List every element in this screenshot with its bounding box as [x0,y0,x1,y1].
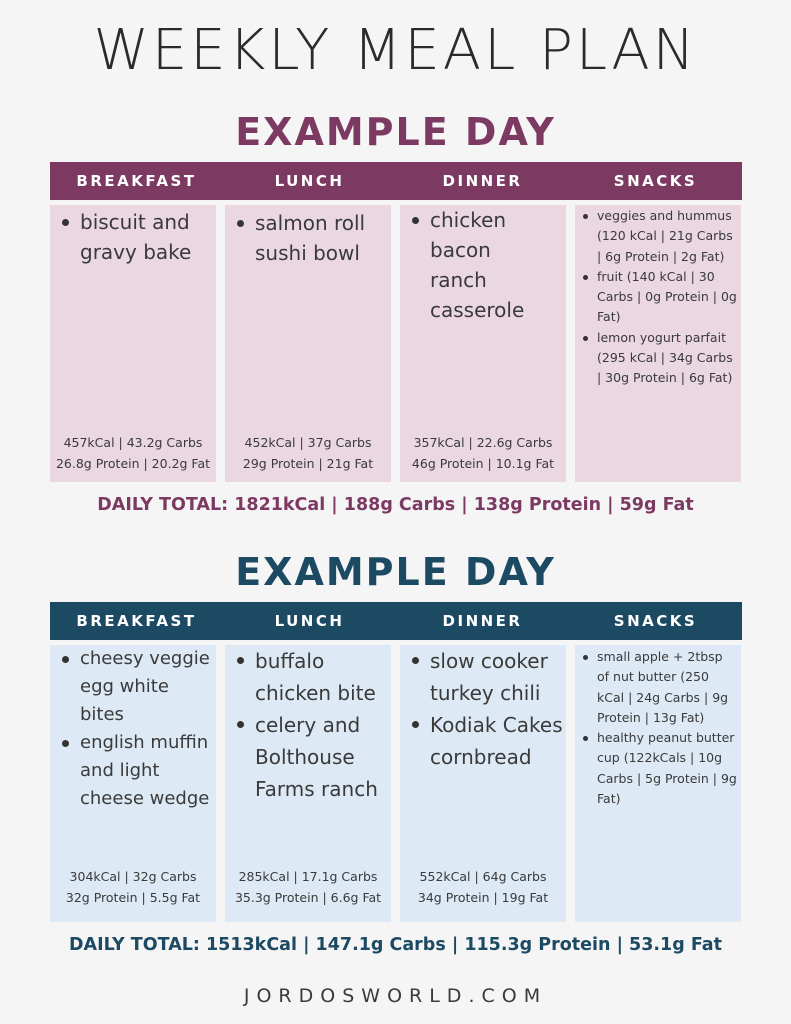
header-dinner: DINNER [442,172,523,190]
macro-line: 34g Protein | 19g Fat [417,890,549,905]
macro-line: 26.8g Protein | 20.2g Fat [55,456,211,471]
macro-line: 35.3g Protein | 6.6g Fat [234,890,382,905]
header-snacks: SNACKS [613,612,698,630]
header-snacks: SNACKS [613,172,698,190]
day-1-meals [50,205,742,482]
list-item: lemon yogurt parfait (295 kCal | 34g Carbs | 30g Protein | 6g Fat) [575,328,737,389]
day-2-header-bar [50,602,742,640]
list-item: small apple + 2tbsp of nut butter (250 kCal | 24g Carbs | 9g Protein | 13g Fat) [575,647,737,728]
dinner-card [400,645,566,922]
list-item: fruit (140 kCal | 30 Carbs | 0g Protein | 0g Fat) [575,267,737,328]
macro-line: 285kCal | 17.1g Carbs [238,869,378,884]
header-lunch: LUNCH [274,172,345,190]
macro-line: 552kCal | 64g Carbs [419,869,547,884]
day-1-header-bar [50,162,742,200]
list-item: Kodiak Cakes cornbread [400,709,566,773]
macro-line: 29g Protein | 21g Fat [242,456,374,471]
lunch-card [225,205,391,482]
list-item: english muffin and light cheese wedge [50,729,216,813]
macro-line: 46g Protein | 10.1g Fat [411,456,555,471]
lunch-card [225,645,391,922]
breakfast-card [50,645,216,922]
snacks-card [575,645,741,922]
day-2-title: EXAMPLE DAY [235,550,556,594]
day-1-title: EXAMPLE DAY [235,110,556,154]
header-dinner: DINNER [442,612,523,630]
header-breakfast: BREAKFAST [76,172,197,190]
list-item: slow cooker turkey chili [400,645,566,709]
macro-line: 357kCal | 22.6g Carbs [413,435,553,450]
day-2-meals [50,645,742,922]
header-lunch: LUNCH [274,612,345,630]
footer-website: JORDOSWORLD.COM [243,985,548,1007]
day-2-daily-total: DAILY TOTAL: 1513kCal | 147.1g Carbs | 115.3g Protein | 53.1g Fat [69,935,722,955]
list-item: salmon roll sushi bowl [225,208,391,268]
macro-line: 452kCal | 37g Carbs [244,435,372,450]
page-title: WEEKLY MEAL PLAN [93,18,698,83]
macro-line: 32g Protein | 5.5g Fat [65,890,201,905]
list-item: celery and Bolthouse Farms ranch [225,709,391,805]
list-item: chicken bacon ranch casserole [400,205,566,325]
list-item: cheesy veggie egg white bites [50,645,216,729]
header-breakfast: BREAKFAST [76,612,197,630]
dinner-card [400,205,566,482]
list-item: buffalo chicken bite [225,645,391,709]
breakfast-card [50,205,216,482]
day-1-daily-total: DAILY TOTAL: 1821kCal | 188g Carbs | 138g Protein | 59g Fat [97,495,694,515]
snacks-card [575,205,741,482]
list-item: healthy peanut butter cup (122kCals | 10g Carbs | 5g Protein | 9g Fat) [575,728,737,809]
list-item: veggies and hummus (120 kCal | 21g Carbs | 6g Protein | 2g Fat) [575,206,737,267]
list-item: biscuit and gravy bake [50,207,216,267]
macro-line: 457kCal | 43.2g Carbs [63,435,203,450]
macro-line: 304kCal | 32g Carbs [69,869,197,884]
